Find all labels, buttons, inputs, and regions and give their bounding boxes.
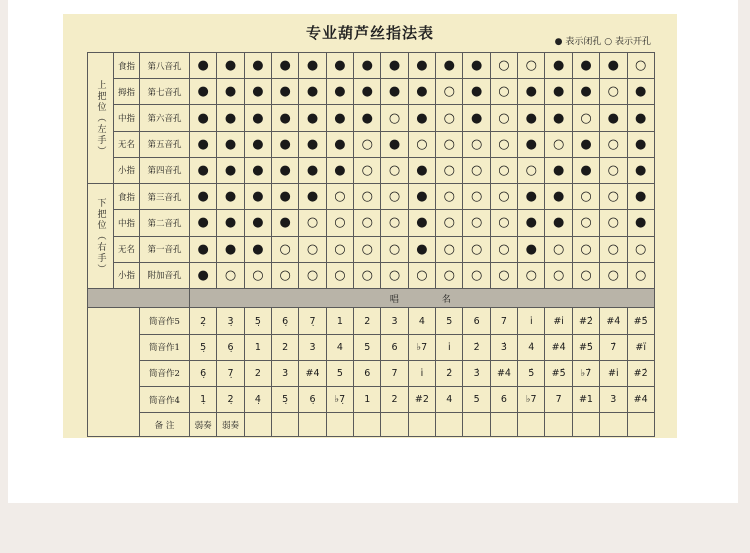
note-cell: 2 bbox=[272, 334, 299, 360]
note-cell: #5̇ bbox=[627, 308, 654, 334]
closed-hole-mark: ● bbox=[190, 157, 217, 183]
note-cell: 2 bbox=[381, 387, 408, 413]
finger-row bbox=[88, 131, 655, 157]
closed-hole-mark: ● bbox=[518, 236, 545, 262]
note-cell: #4̇ bbox=[545, 334, 572, 360]
closed-hole-mark: ● bbox=[518, 79, 545, 105]
note-cell: 2̇ bbox=[463, 334, 490, 360]
finger-row bbox=[88, 105, 655, 131]
closed-hole-mark: ● bbox=[190, 53, 217, 79]
closed-hole-mark: ● bbox=[463, 79, 490, 105]
finger-label: 食指 bbox=[114, 53, 140, 79]
finger-row bbox=[88, 262, 655, 288]
closed-hole-mark: ● bbox=[518, 131, 545, 157]
fingering-table bbox=[87, 52, 655, 437]
closed-hole-mark: ● bbox=[272, 79, 299, 105]
note-cell: i̇ bbox=[436, 334, 463, 360]
note-cell: 4 bbox=[436, 387, 463, 413]
note-cell: #4̇ bbox=[490, 360, 517, 386]
remarks-label: 备 注 bbox=[140, 413, 190, 437]
open-hole-mark: ○ bbox=[244, 262, 271, 288]
note-cell: #4 bbox=[627, 387, 654, 413]
closed-hole-mark: ● bbox=[463, 53, 490, 79]
closed-hole-mark: ● bbox=[217, 53, 244, 79]
note-cell: 3 bbox=[299, 334, 326, 360]
open-hole-mark: ○ bbox=[572, 210, 599, 236]
remark-cell bbox=[408, 413, 435, 437]
note-cell: ♭7̇ bbox=[572, 360, 599, 386]
open-hole-mark: ○ bbox=[545, 131, 572, 157]
closed-hole-mark: ● bbox=[627, 105, 654, 131]
remark-cell bbox=[490, 413, 517, 437]
open-hole-mark: ○ bbox=[572, 236, 599, 262]
note-cell: 6̣ bbox=[272, 308, 299, 334]
open-hole-mark: ○ bbox=[490, 184, 517, 210]
open-hole-mark: ○ bbox=[600, 79, 627, 105]
closed-hole-mark: ● bbox=[244, 236, 271, 262]
note-cell: 2̣ bbox=[190, 308, 217, 334]
key-label: 筒音作1 bbox=[140, 334, 190, 360]
open-hole-mark: ○ bbox=[354, 131, 381, 157]
open-hole-mark: ○ bbox=[326, 210, 353, 236]
open-hole-mark: ○ bbox=[408, 131, 435, 157]
open-hole-mark: ○ bbox=[436, 184, 463, 210]
closed-hole-icon: ● bbox=[554, 37, 563, 47]
closed-hole-mark: ● bbox=[244, 157, 271, 183]
note-cell: #ï bbox=[627, 334, 654, 360]
note-cell: #2̇ bbox=[627, 360, 654, 386]
closed-hole-mark: ● bbox=[272, 131, 299, 157]
open-hole-mark: ○ bbox=[600, 236, 627, 262]
open-hole-mark: ○ bbox=[463, 184, 490, 210]
note-cell: 6̣ bbox=[190, 360, 217, 386]
key-label: 筒音作4 bbox=[140, 387, 190, 413]
open-hole-mark: ○ bbox=[326, 184, 353, 210]
closed-hole-mark: ● bbox=[408, 236, 435, 262]
finger-row bbox=[88, 79, 655, 105]
note-cell: 1̣ bbox=[190, 387, 217, 413]
open-hole-mark: ○ bbox=[490, 210, 517, 236]
closed-hole-mark: ● bbox=[244, 184, 271, 210]
note-cell: 7 bbox=[381, 360, 408, 386]
closed-hole-mark: ● bbox=[244, 105, 271, 131]
closed-hole-mark: ● bbox=[627, 184, 654, 210]
legend-open-label: 表示开孔 bbox=[614, 37, 651, 47]
open-hole-mark: ○ bbox=[436, 210, 463, 236]
open-hole-mark: ○ bbox=[354, 184, 381, 210]
closed-hole-mark: ● bbox=[354, 79, 381, 105]
note-cell: ♭7 bbox=[518, 387, 545, 413]
closed-hole-mark: ● bbox=[381, 79, 408, 105]
open-hole-mark: ○ bbox=[381, 105, 408, 131]
note-cell: 4 bbox=[326, 334, 353, 360]
legend bbox=[555, 34, 651, 47]
note-cell: 5̇ bbox=[518, 360, 545, 386]
sing-name-header-char: 名 bbox=[441, 294, 454, 305]
closed-hole-mark: ● bbox=[408, 53, 435, 79]
closed-hole-mark: ● bbox=[217, 105, 244, 131]
note-cell: #i̇ bbox=[545, 308, 572, 334]
note-cell: 7 bbox=[490, 308, 517, 334]
open-hole-mark: ○ bbox=[545, 262, 572, 288]
closed-hole-mark: ● bbox=[190, 105, 217, 131]
sing-name-header bbox=[190, 288, 655, 307]
note-cell: 5̣ bbox=[272, 387, 299, 413]
open-hole-mark: ○ bbox=[490, 157, 517, 183]
finger-label: 中指 bbox=[114, 210, 140, 236]
open-hole-mark: ○ bbox=[436, 262, 463, 288]
note-cell: 3 bbox=[381, 308, 408, 334]
closed-hole-mark: ● bbox=[408, 105, 435, 131]
remark-cell bbox=[381, 413, 408, 437]
remark-cell bbox=[572, 413, 599, 437]
open-hole-mark: ○ bbox=[299, 262, 326, 288]
open-hole-mark: ○ bbox=[572, 262, 599, 288]
hole-label: 第四音孔 bbox=[140, 157, 190, 183]
open-hole-mark: ○ bbox=[463, 262, 490, 288]
open-hole-mark: ○ bbox=[463, 210, 490, 236]
closed-hole-mark: ● bbox=[572, 79, 599, 105]
open-hole-mark: ○ bbox=[381, 157, 408, 183]
note-cell: 7 bbox=[545, 387, 572, 413]
note-cell: 4̣ bbox=[244, 387, 271, 413]
finger-row bbox=[88, 210, 655, 236]
closed-hole-mark: ● bbox=[299, 131, 326, 157]
finger-row bbox=[88, 157, 655, 183]
note-blank bbox=[88, 308, 140, 437]
hole-label: 第三音孔 bbox=[140, 184, 190, 210]
closed-hole-mark: ● bbox=[244, 79, 271, 105]
closed-hole-mark: ● bbox=[627, 131, 654, 157]
note-cell: 2̇ bbox=[436, 360, 463, 386]
closed-hole-mark: ● bbox=[272, 105, 299, 131]
open-hole-mark: ○ bbox=[463, 236, 490, 262]
open-hole-mark: ○ bbox=[299, 236, 326, 262]
closed-hole-mark: ● bbox=[190, 79, 217, 105]
note-cell: 5 bbox=[436, 308, 463, 334]
open-hole-mark: ○ bbox=[381, 210, 408, 236]
finger-label: 无名 bbox=[114, 131, 140, 157]
note-cell: 3 bbox=[600, 387, 627, 413]
note-row bbox=[88, 334, 655, 360]
note-cell: 1 bbox=[244, 334, 271, 360]
open-hole-mark: ○ bbox=[326, 262, 353, 288]
open-hole-mark: ○ bbox=[381, 184, 408, 210]
note-cell: i̇ bbox=[518, 308, 545, 334]
note-row bbox=[88, 360, 655, 386]
group-upper-label: 上把位（左手） bbox=[88, 53, 114, 184]
key-label: 筒音作2 bbox=[140, 360, 190, 386]
closed-hole-mark: ● bbox=[326, 131, 353, 157]
note-cell: #2 bbox=[408, 387, 435, 413]
closed-hole-mark: ● bbox=[600, 53, 627, 79]
note-cell: 6̣ bbox=[217, 334, 244, 360]
note-cell: #4̇ bbox=[600, 308, 627, 334]
closed-hole-mark: ● bbox=[545, 157, 572, 183]
note-cell: 5̣ bbox=[244, 308, 271, 334]
hole-label: 第八音孔 bbox=[140, 53, 190, 79]
closed-hole-mark: ● bbox=[408, 157, 435, 183]
remark-cell bbox=[354, 413, 381, 437]
open-hole-mark: ○ bbox=[600, 157, 627, 183]
closed-hole-mark: ● bbox=[545, 210, 572, 236]
closed-hole-mark: ● bbox=[326, 79, 353, 105]
open-hole-mark: ○ bbox=[600, 210, 627, 236]
closed-hole-mark: ● bbox=[326, 53, 353, 79]
closed-hole-mark: ● bbox=[326, 105, 353, 131]
open-hole-mark: ○ bbox=[354, 210, 381, 236]
note-cell: 5 bbox=[463, 387, 490, 413]
open-hole-mark: ○ bbox=[490, 262, 517, 288]
open-hole-mark: ○ bbox=[217, 262, 244, 288]
remark-cell: 弱奏 bbox=[190, 413, 217, 437]
remark-cell bbox=[272, 413, 299, 437]
finger-label: 小指 bbox=[114, 262, 140, 288]
note-cell: #1 bbox=[572, 387, 599, 413]
note-cell: 5 bbox=[354, 334, 381, 360]
open-hole-mark: ○ bbox=[600, 262, 627, 288]
sing-name-header-row bbox=[88, 288, 655, 307]
note-cell: 3̇ bbox=[463, 360, 490, 386]
hole-label: 第六音孔 bbox=[140, 105, 190, 131]
closed-hole-mark: ● bbox=[272, 210, 299, 236]
note-cell: 5 bbox=[326, 360, 353, 386]
remark-cell: 弱奏 bbox=[217, 413, 244, 437]
open-hole-mark: ○ bbox=[354, 262, 381, 288]
note-row bbox=[88, 387, 655, 413]
closed-hole-mark: ● bbox=[190, 210, 217, 236]
open-hole-mark: ○ bbox=[518, 262, 545, 288]
open-hole-mark: ○ bbox=[490, 79, 517, 105]
closed-hole-mark: ● bbox=[217, 79, 244, 105]
note-cell: ♭7̣ bbox=[326, 387, 353, 413]
closed-hole-mark: ● bbox=[272, 157, 299, 183]
hole-label: 第七音孔 bbox=[140, 79, 190, 105]
closed-hole-mark: ● bbox=[463, 105, 490, 131]
finger-label: 小指 bbox=[114, 157, 140, 183]
open-hole-mark: ○ bbox=[408, 262, 435, 288]
remark-cell bbox=[627, 413, 654, 437]
open-hole-mark: ○ bbox=[326, 236, 353, 262]
chart-title: 专业葫芦丝指法表 bbox=[305, 24, 434, 42]
note-cell: 2 bbox=[244, 360, 271, 386]
closed-hole-mark: ● bbox=[354, 53, 381, 79]
closed-hole-mark: ● bbox=[381, 131, 408, 157]
note-cell: 6 bbox=[463, 308, 490, 334]
note-cell: i̇ bbox=[408, 360, 435, 386]
note-cell: ♭7 bbox=[408, 334, 435, 360]
remark-cell bbox=[436, 413, 463, 437]
closed-hole-mark: ● bbox=[190, 262, 217, 288]
open-hole-mark: ○ bbox=[299, 210, 326, 236]
open-hole-mark: ○ bbox=[354, 236, 381, 262]
remark-cell bbox=[244, 413, 271, 437]
open-hole-icon: ○ bbox=[604, 37, 613, 47]
closed-hole-mark: ● bbox=[217, 157, 244, 183]
closed-hole-mark: ● bbox=[354, 105, 381, 131]
open-hole-mark: ○ bbox=[490, 53, 517, 79]
finger-row bbox=[88, 184, 655, 210]
hole-label: 第五音孔 bbox=[140, 131, 190, 157]
note-row bbox=[88, 308, 655, 334]
open-hole-mark: ○ bbox=[436, 236, 463, 262]
finger-label: 食指 bbox=[114, 184, 140, 210]
key-label: 筒音作5 bbox=[140, 308, 190, 334]
open-hole-mark: ○ bbox=[490, 131, 517, 157]
closed-hole-mark: ● bbox=[299, 79, 326, 105]
finger-label: 中指 bbox=[114, 105, 140, 131]
closed-hole-mark: ● bbox=[244, 210, 271, 236]
closed-hole-mark: ● bbox=[217, 184, 244, 210]
closed-hole-mark: ● bbox=[627, 79, 654, 105]
note-cell: 6̣ bbox=[299, 387, 326, 413]
remarks-row bbox=[88, 413, 655, 437]
note-cell: 6 bbox=[381, 334, 408, 360]
note-cell: 2 bbox=[354, 308, 381, 334]
note-cell: 4̇ bbox=[518, 334, 545, 360]
open-hole-mark: ○ bbox=[354, 157, 381, 183]
closed-hole-mark: ● bbox=[572, 131, 599, 157]
closed-hole-mark: ● bbox=[299, 53, 326, 79]
note-cell: 3̇ bbox=[490, 334, 517, 360]
note-cell: 1 bbox=[354, 387, 381, 413]
open-hole-mark: ○ bbox=[518, 53, 545, 79]
open-hole-mark: ○ bbox=[627, 236, 654, 262]
hole-label: 附加音孔 bbox=[140, 262, 190, 288]
open-hole-mark: ○ bbox=[436, 131, 463, 157]
note-cell: 7̣ bbox=[299, 308, 326, 334]
fingering-sheet bbox=[63, 14, 677, 438]
closed-hole-mark: ● bbox=[299, 157, 326, 183]
open-hole-mark: ○ bbox=[490, 105, 517, 131]
open-hole-mark: ○ bbox=[600, 131, 627, 157]
closed-hole-mark: ● bbox=[545, 79, 572, 105]
note-cell: 3̣ bbox=[217, 308, 244, 334]
remark-cell bbox=[326, 413, 353, 437]
note-cell: #2̇ bbox=[572, 308, 599, 334]
note-cell: 4 bbox=[408, 308, 435, 334]
open-hole-mark: ○ bbox=[381, 236, 408, 262]
note-cell: #5̇ bbox=[572, 334, 599, 360]
hole-label: 第一音孔 bbox=[140, 236, 190, 262]
closed-hole-mark: ● bbox=[436, 53, 463, 79]
note-cell: #5̇ bbox=[545, 360, 572, 386]
note-cell: 1 bbox=[326, 308, 353, 334]
closed-hole-mark: ● bbox=[217, 131, 244, 157]
remark-cell bbox=[545, 413, 572, 437]
closed-hole-mark: ● bbox=[545, 53, 572, 79]
closed-hole-mark: ● bbox=[190, 184, 217, 210]
remark-cell bbox=[600, 413, 627, 437]
open-hole-mark: ○ bbox=[436, 157, 463, 183]
note-cell: #i̇ bbox=[600, 360, 627, 386]
open-hole-mark: ○ bbox=[518, 157, 545, 183]
closed-hole-mark: ● bbox=[244, 53, 271, 79]
open-hole-mark: ○ bbox=[627, 262, 654, 288]
closed-hole-mark: ● bbox=[272, 184, 299, 210]
open-hole-mark: ○ bbox=[490, 236, 517, 262]
note-cell: 6 bbox=[490, 387, 517, 413]
closed-hole-mark: ● bbox=[272, 53, 299, 79]
finger-row bbox=[88, 53, 655, 79]
note-cell: 3 bbox=[272, 360, 299, 386]
open-hole-mark: ○ bbox=[600, 184, 627, 210]
open-hole-mark: ○ bbox=[436, 105, 463, 131]
closed-hole-mark: ● bbox=[408, 184, 435, 210]
note-cell: 7̇ bbox=[600, 334, 627, 360]
legend-closed-label: 表示闭孔 bbox=[565, 37, 602, 47]
closed-hole-mark: ● bbox=[217, 236, 244, 262]
closed-hole-mark: ● bbox=[572, 53, 599, 79]
closed-hole-mark: ● bbox=[244, 131, 271, 157]
closed-hole-mark: ● bbox=[408, 79, 435, 105]
closed-hole-mark: ● bbox=[408, 210, 435, 236]
closed-hole-mark: ● bbox=[518, 105, 545, 131]
header-blank bbox=[88, 288, 190, 307]
remark-cell bbox=[463, 413, 490, 437]
closed-hole-mark: ● bbox=[545, 105, 572, 131]
closed-hole-mark: ● bbox=[381, 53, 408, 79]
closed-hole-mark: ● bbox=[627, 157, 654, 183]
note-cell: #4 bbox=[299, 360, 326, 386]
finger-row bbox=[88, 236, 655, 262]
open-hole-mark: ○ bbox=[545, 236, 572, 262]
note-cell: 6 bbox=[354, 360, 381, 386]
closed-hole-mark: ● bbox=[518, 184, 545, 210]
open-hole-mark: ○ bbox=[627, 53, 654, 79]
closed-hole-mark: ● bbox=[627, 210, 654, 236]
open-hole-mark: ○ bbox=[572, 105, 599, 131]
open-hole-mark: ○ bbox=[381, 262, 408, 288]
closed-hole-mark: ● bbox=[572, 157, 599, 183]
closed-hole-mark: ● bbox=[299, 184, 326, 210]
group-lower-label: 下把位（右手） bbox=[88, 184, 114, 289]
remark-cell bbox=[299, 413, 326, 437]
closed-hole-mark: ● bbox=[299, 105, 326, 131]
closed-hole-mark: ● bbox=[545, 184, 572, 210]
remark-cell bbox=[518, 413, 545, 437]
hole-label: 第二音孔 bbox=[140, 210, 190, 236]
open-hole-mark: ○ bbox=[436, 79, 463, 105]
open-hole-mark: ○ bbox=[463, 157, 490, 183]
closed-hole-mark: ● bbox=[518, 210, 545, 236]
closed-hole-mark: ● bbox=[190, 236, 217, 262]
finger-label: 无名 bbox=[114, 236, 140, 262]
open-hole-mark: ○ bbox=[272, 236, 299, 262]
open-hole-mark: ○ bbox=[272, 262, 299, 288]
note-cell: 7̣ bbox=[217, 360, 244, 386]
closed-hole-mark: ● bbox=[600, 105, 627, 131]
note-cell: 2̣ bbox=[217, 387, 244, 413]
open-hole-mark: ○ bbox=[463, 131, 490, 157]
closed-hole-mark: ● bbox=[326, 157, 353, 183]
sing-name-header-char: 唱 bbox=[389, 294, 402, 305]
note-cell: 5̣ bbox=[190, 334, 217, 360]
finger-label: 拇指 bbox=[114, 79, 140, 105]
open-hole-mark: ○ bbox=[572, 184, 599, 210]
closed-hole-mark: ● bbox=[190, 131, 217, 157]
closed-hole-mark: ● bbox=[217, 210, 244, 236]
